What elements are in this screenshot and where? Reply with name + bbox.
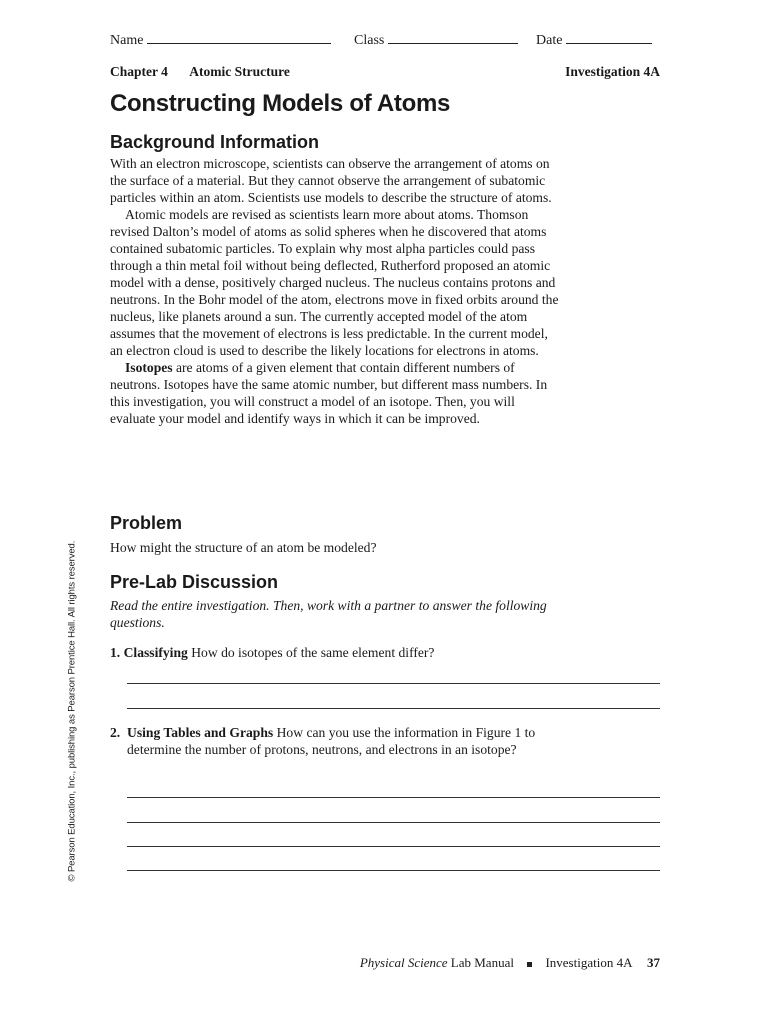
answer-line[interactable] bbox=[127, 708, 660, 709]
page-number: 37 bbox=[647, 955, 660, 970]
footer-book-title: Physical Science bbox=[359, 955, 448, 970]
date-label: Date bbox=[536, 33, 563, 48]
chapter-topic: Atomic Structure bbox=[189, 64, 290, 79]
isotopes-term: Isotopes bbox=[125, 360, 173, 375]
answer-line[interactable] bbox=[127, 683, 660, 684]
class-label: Class bbox=[354, 33, 385, 48]
page-footer bbox=[360, 955, 660, 971]
footer-book-rest: Lab Manual bbox=[447, 955, 514, 970]
class-blank[interactable] bbox=[388, 31, 518, 44]
answer-line[interactable] bbox=[127, 822, 660, 823]
background-heading: Background Information bbox=[110, 132, 320, 152]
question-1 bbox=[110, 644, 660, 661]
prelab-instructions: Read the entire investigation. Then, work with a partner to answer the following questions. bbox=[110, 598, 547, 630]
question-2-number: 2. bbox=[110, 725, 121, 740]
footer-investigation: Investigation 4A bbox=[545, 955, 632, 970]
student-info-row bbox=[110, 31, 660, 51]
isotopes-definition: are atoms of a given element that contain different numbers of neutrons. Isotopes have the same atomic number, but different mass numbers. In this investigation, you will construct a model of an isotope. Then, you will evaluate your model and identify ways in which it can be improved. bbox=[110, 360, 548, 426]
date-blank[interactable] bbox=[566, 31, 652, 44]
question-2 bbox=[110, 724, 540, 758]
question-1-text: How do isotopes of the same element differ? bbox=[191, 645, 435, 660]
question-2-body bbox=[127, 724, 540, 758]
answer-line[interactable] bbox=[127, 797, 660, 798]
question-2-text: How can you use the information in Figure 1 to determine the number of protons, neutrons, and electrons in an isotope? bbox=[127, 725, 536, 757]
copyright-notice: © Pearson Education, Inc., publishing as Pearson Prentice Hall. All rights reserved. bbox=[66, 540, 78, 882]
problem-heading: Problem bbox=[110, 513, 183, 533]
bullet-icon bbox=[527, 962, 532, 967]
chapter-number: Chapter 4 bbox=[110, 64, 168, 79]
prelab-heading: Pre-Lab Discussion bbox=[110, 572, 279, 592]
investigation-label: Investigation 4A bbox=[565, 64, 660, 79]
date-field[interactable] bbox=[536, 31, 652, 49]
name-blank[interactable] bbox=[147, 31, 331, 44]
answer-line[interactable] bbox=[127, 846, 660, 847]
question-2-skill: Using Tables and Graphs bbox=[127, 725, 274, 740]
background-text bbox=[110, 155, 560, 427]
name-field[interactable] bbox=[110, 31, 331, 49]
problem-text: How might the structure of an atom be modeled? bbox=[110, 540, 377, 555]
name-label: Name bbox=[110, 33, 144, 48]
background-paragraph-2: Atomic models are revised as scientists learn more about atoms. Thomson revised Dalton’s model of atoms as solid spheres when he discovered that atoms contained subatomic particles. To explain why most alpha particles could pass through a thin metal foil without being deflected, Rutherford proposed an atomic model with a dense, positively charged nucleus. The nucleus contains protons and neutrons. In the Bohr model of the atom, electrons move in fixed orbits around the nucleus, like planets around a sun. The currently accepted model of the atom assumes that the movement of electrons is less predictable. In the current model, an electron cloud is used to describe the likely locations for electrons in atoms. bbox=[110, 207, 559, 358]
background-paragraph-3 bbox=[110, 359, 560, 427]
question-1-number: 1. bbox=[110, 645, 121, 660]
chapter-row bbox=[110, 64, 660, 80]
class-field[interactable] bbox=[354, 31, 518, 49]
background-paragraph-1: With an electron microscope, scientists can observe the arrangement of atoms on the surface of a material. But they cannot observe the arrangement of subatomic particles within an atom. Scientists use models to describe the structure of atoms. bbox=[110, 156, 552, 205]
answer-line[interactable] bbox=[127, 870, 660, 871]
question-1-skill: Classifying bbox=[123, 645, 188, 660]
page-title: Constructing Models of Atoms bbox=[110, 90, 451, 117]
